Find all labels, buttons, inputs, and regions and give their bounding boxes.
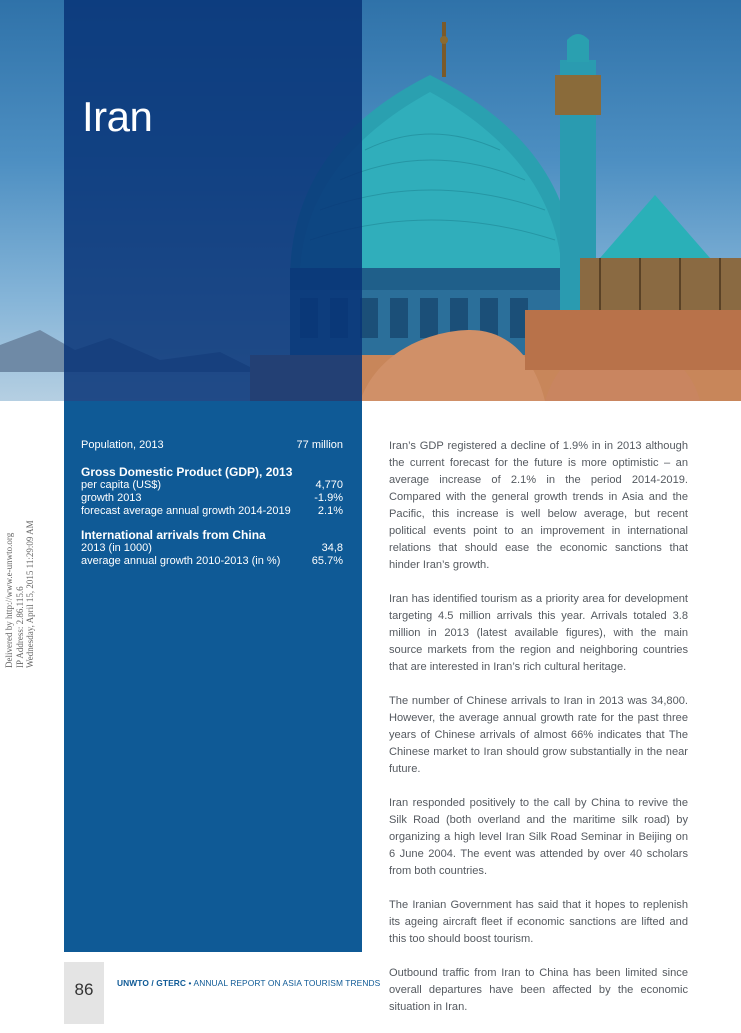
arrivals-row: [81, 542, 343, 555]
arrivals-row: [81, 555, 343, 568]
arrivals-heading: International arrivals from China: [81, 528, 266, 542]
footer-brand: UNWTO / GTERC: [117, 978, 187, 988]
gdp-row-value: -1.9%: [314, 492, 343, 504]
gdp-row-label: per capita (US$): [81, 479, 162, 491]
gdp-row-value: 4,770: [315, 479, 343, 491]
article-body: [389, 438, 688, 1033]
body-paragraph: Iran’s GDP registered a decline of 1.9% in in 2013 although the current forecast for the future is more optimistic – an average increase of 2.1% in the period 2014-2019. Compared with the general growth trends in Asia and the Pacific, this increase is well below average, but recent political events point to an improvement in international relations that should ease the economic sanctions that hinder Iran’s growth.: [389, 440, 688, 571]
body-paragraph: Iran responded positively to the call by China to revive the Silk Road (both overland and the maritime silk road) by organizing a high level Iran Silk Road Seminar in Beijing on 6 June 2004. The event was attended by over 40 scholars from both countries.: [389, 797, 688, 877]
page-number: 86: [74, 980, 94, 999]
delivery-watermark: [4, 520, 36, 668]
hero-blue-overlay: [64, 0, 362, 401]
footer-running-title: [117, 978, 380, 988]
arrivals-row-label: average annual growth 2010-2013 (in %): [81, 555, 281, 567]
arrivals-row-value: 65.7%: [311, 555, 343, 567]
footer-report-title: ANNUAL REPORT ON ASIA TOURISM TRENDS: [193, 978, 381, 988]
watermark-line: Delivered by http://www.e-unwto.org: [4, 532, 14, 668]
body-paragraph: The Iranian Government has said that it hopes to replenish its ageing aircraft fleet if economic sanctions are lifted and this too should boost tourism.: [389, 899, 688, 945]
body-paragraph: The number of Chinese arrivals to Iran in 2013 was 34,800. However, the average annual growth rate for the past three years of Chinese arrivals of almost 66% indicates that The Chinese market to Iran should grow substantially in the near future.: [389, 695, 688, 775]
body-paragraph: Outbound traffic from Iran to China has been limited since overall departures have been affected by the economic situation in Iran.: [389, 967, 688, 1013]
gdp-row-label: growth 2013: [81, 492, 142, 504]
gdp-heading: Gross Domestic Product (GDP), 2013: [81, 465, 293, 479]
arrivals-row-value: 34,8: [321, 542, 343, 554]
key-facts: [81, 439, 343, 568]
population-value: 77 million: [296, 439, 343, 451]
page-number-box: [64, 962, 104, 1024]
population-row: [81, 439, 343, 452]
hero-photo-mosque: [0, 0, 741, 401]
body-paragraph: Iran has identified tourism as a priority area for development targeting 4.5 million arrivals this year. Arrivals totaled 3.8 million in 2013 (latest available figures), with the main source markets from the region and neighboring countries that are interested in Iran’s rich cultural heritage.: [389, 593, 688, 673]
gdp-row: [81, 492, 343, 505]
watermark-line: IP Address: 2.86.115.6: [14, 586, 25, 668]
page-title: Iran: [82, 93, 153, 140]
gdp-row: [81, 505, 343, 518]
gdp-row-label: forecast average annual growth 2014-2019: [81, 505, 291, 517]
arrivals-row-label: 2013 (in 1000): [81, 542, 152, 554]
gdp-row: [81, 479, 343, 492]
footer-separator: •: [186, 978, 194, 988]
population-label: Population, 2013: [81, 439, 164, 451]
watermark-line: Wednesday, April 15, 2015 11:29:09 AM: [25, 520, 35, 668]
gdp-row-value: 2.1%: [317, 505, 343, 517]
